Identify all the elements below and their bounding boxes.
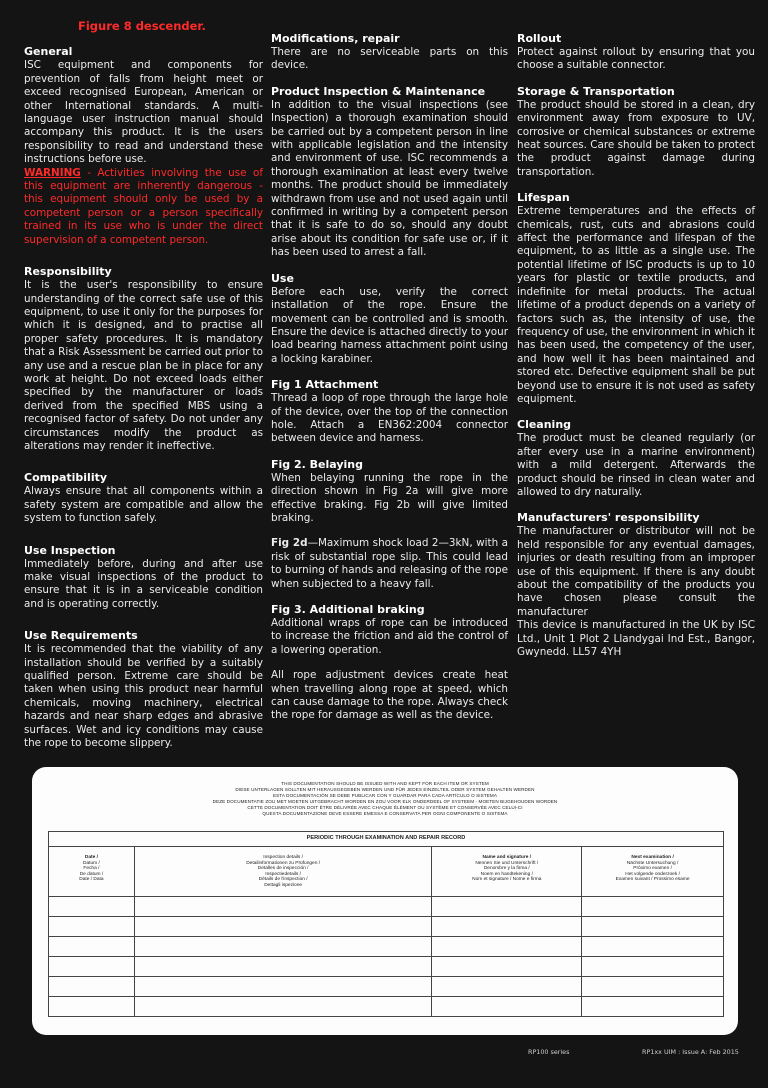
table-row[interactable] xyxy=(49,897,724,917)
disclaimer-line: THIS DOCUMENTATION SHOULD BE ISSUED WITH AND KEPT FOR EACH ITEM OR SYSTEM xyxy=(281,781,489,786)
column-right xyxy=(517,18,755,659)
lifespan-text: Extreme temperatures and the effects of chemicals, rust, cuts and abrasions could affect the performance and lifespan of the equipment, to as little as a single use. The potential lifetime of ISC products is up to 10 years for plastic or textile products, and indefinite for metal products. The actual lifetime of a product depends on a variety of factors such as, the intensity of use, the frequency of use, the environment in which it has been used, the competency of the user, and how well it has been maintained and stored etc. Defective equipment shall be put beyond use to ensure it is not used as safety equipment. xyxy=(517,205,755,405)
lifespan-heading: Lifespan xyxy=(517,191,570,205)
modifications-text: There are no serviceable parts on this device. xyxy=(271,46,508,72)
general-text: ISC equipment and components for prevention of falls from height meet or exceed recognised European, American or other International standards. A multi-language user instruction manual should accompany this product. It is the users responsibility to read and understand these instructions before use. xyxy=(24,59,263,166)
next-exam-column-header: Next examination / Nächste Untersuchung / Próximo examen / Het volgende onderzoek / Examen suivant / Prossimo esame xyxy=(582,847,724,897)
fig2-text: When belaying running the rope in the direction shown in Fig 2a will give more effective braking. Fig 2b will give limited braking. xyxy=(271,471,508,524)
warning-block xyxy=(24,167,263,247)
modifications-heading: Modifications, repair xyxy=(271,32,400,45)
compatibility-text: Always ensure that all components within a safety system are compatible and allow the system to function safely. xyxy=(24,485,263,525)
inspection-text: In addition to the visual inspections (see Inspection) a thorough examination should be carried out by a competent person in line with applicable legislation and the intensity and environment of use. ISC recommends a thorough examination at least every twelve months. The product should be immediately withdrawn from use and not used again until confirmed in writing by a competent person that it is safe to do so, should any doubt arise about its condition for safe use or, if it has been used to arrest a fall. xyxy=(271,98,508,259)
storage-text: The product should be stored in a clean, dry environment away from exposure to UV, corrosive or chemical substances or extreme heat sources. Care should be taken to protect the product against damage during transportation. xyxy=(517,98,755,178)
name-column-header: Name and signature / Nennen Sie und Unterschrift / Denombre y la firma / Noem en handtekening / Nom et signature / Nome e firma xyxy=(432,847,582,897)
table-row[interactable] xyxy=(49,937,724,957)
manufacturer-heading: Manufacturers' responsibility xyxy=(517,511,700,525)
series-label: RP100 series xyxy=(528,1048,570,1056)
general-heading: General xyxy=(24,45,73,59)
compatibility-heading: Compatibility xyxy=(24,471,108,485)
fig2d-label: Fig 2d xyxy=(271,537,308,550)
issue-label: RP1xx UIM : Issue A: Feb 2015 xyxy=(642,1048,739,1056)
date-column-header: Date / Datum / Fecha / De datum / Date / Data xyxy=(49,847,135,897)
responsibility-text: It is the user's responsibility to ensure understanding of the correct safe use of this equipment, to use it only for the purposes for which it is designed, and to practise all proper safety procedures. It is mandatory that a Risk Assessment be carried out prior to any use and a rescue plan be in place for any work at height. Do not exceed loads either specified by the manufacturer or loads derived from the specified MBS using a recognised factor of safety. Do not under any circumstances modify the product as alterations may render it ineffective. xyxy=(24,279,263,452)
record-table xyxy=(48,831,724,1017)
warning-text: - Activities involving the use of this equipment are inherently dangerous - this equipment should only be used by a competent person or a person specifically trained in its use who is under the direct supervision of a competent person. xyxy=(24,166,263,246)
details-column-header: Inspection details / Detailinformationen zu Prüfungen / Detalles de inspección / Inspectiedetails / Détails de l'inspection / Dettagli ispezione xyxy=(134,847,432,897)
fig2d-block xyxy=(271,537,508,591)
address-text: This device is manufactured in the UK by ISC Ltd., Unit 1 Plot 2 Llandygai Ind Est., Bangor, Gwynedd. LL57 4YH xyxy=(517,619,755,659)
figure-title: Figure 8 descender. xyxy=(78,19,206,33)
manufacturer-text: The manufacturer or distributor will not be held responsible for any eventual damages, injuries or death resulting from an improper use of this equipment. If there is any doubt about the compatibility of the products you have chosen please consult the manufacturer xyxy=(517,525,755,618)
fig1-text: Thread a loop of rope through the large hole of the device, over the top of the connection hole. Attach a EN362:2004 connector between device and harness. xyxy=(271,392,508,445)
table-row[interactable] xyxy=(49,977,724,997)
record-title: PERIODIC THROUGH EXAMINATION AND REPAIR RECORD xyxy=(49,832,724,847)
disclaimer-line: DIESE UNTERLAGEN SOLLTEN MIT HERAUSGEGEBEN WERDEN UND FÜR JEDES EINZELTEIL ODER SYSTEM GEHALTEN WERDEN xyxy=(235,787,535,792)
fig3-heading: Fig 3. Additional braking xyxy=(271,603,425,616)
disclaimer-line: DEZE DOCUMENTATIE ZOU MET MOETEN UITGEBRACHT WORDEN EN ZOU VOOR ELK ONDERDEEL OF SYSTEEM - MOETEN BIJGEHOUDEN WORDEN xyxy=(212,799,558,804)
inspection-record-card xyxy=(32,767,738,1035)
use-text: Before each use, verify the correct installation of the rope. Ensure the movement can be controlled and is smooth. Ensure the device is attached directly to your load bearing harness attachment point using a locking karabiner. xyxy=(271,285,508,365)
inspection-heading: Product Inspection & Maintenance xyxy=(271,84,486,98)
fig2-heading: Fig 2. Belaying xyxy=(271,457,363,471)
disclaimer-line: QUESTA DOCUMENTAZIONE DEVE ESSERE EMESSA E CONSERVATA PER OGNI COMPONENTE O SISTEMA xyxy=(262,811,508,816)
fig3-text: Additional wraps of rope can be introduced to increase the friction and aid the control of a lowering operation. xyxy=(271,617,508,656)
table-row[interactable] xyxy=(49,997,724,1017)
cleaning-heading: Cleaning xyxy=(517,418,572,432)
cleaning-text: The product must be cleaned regularly (or after every use in a marine environment) with a mild detergent. Afterwards the product should be rinsed in clean water and allowed to dry naturally. xyxy=(517,432,755,498)
disclaimer-line: CETTE DOCUMENTATION DOIT ÊTRE DÉLIVRÉE AVEC CHAQUE ÉLÉMENT OU SYSTÈME ET CONSERVÉE AVEC CELUI-CI xyxy=(247,805,523,810)
use-inspection-text: Immediately before, during and after use make visual inspections of the product to ensure that it is in a serviceable condition and is operating correctly. xyxy=(24,557,263,610)
warning-label: WARNING xyxy=(24,166,81,179)
disclaimer-line: ESTA DOCUMENTACIÓN SE DEBE PUBLICAR CON Y GUARDAR PARA CADA ARTÍCULO O SISTEMA xyxy=(272,793,497,798)
use-heading: Use xyxy=(271,271,294,285)
disclaimer-block xyxy=(32,767,738,817)
fig1-heading: Fig 1 Attachment xyxy=(271,378,379,392)
rollout-text: Protect against rollout by ensuring that you choose a suitable connector. xyxy=(517,46,755,72)
use-inspection-heading: Use Inspection xyxy=(24,543,116,557)
responsibility-heading: Responsibility xyxy=(24,265,112,279)
use-requirements-text: It is recommended that the viability of any installation should be verified by a suitably qualified person. Extreme care should be taken when using this product near harmful chemicals, moving machinery, electrical hazards and near sharp edges and abrasive surfaces. Wet and icy conditions may cause the rope to become slippery. xyxy=(24,643,263,750)
table-row[interactable] xyxy=(49,917,724,937)
heat-text: All rope adjustment devices create heat when travelling along rope at speed, which can cause damage to the rope. Always check the rope for damage as well as the device. xyxy=(271,669,508,722)
storage-heading: Storage & Transportation xyxy=(517,84,675,98)
rollout-heading: Rollout xyxy=(517,32,562,45)
table-row[interactable] xyxy=(49,957,724,977)
fig2d-text: —Maximum shock load 2—3kN, with a risk of substantial rope slip. This could lead to burning of hands and releasing of the rope when subjected to a heavy fall. xyxy=(271,537,509,590)
column-middle xyxy=(271,18,508,723)
column-left xyxy=(24,18,263,750)
use-requirements-heading: Use Requirements xyxy=(24,629,138,643)
